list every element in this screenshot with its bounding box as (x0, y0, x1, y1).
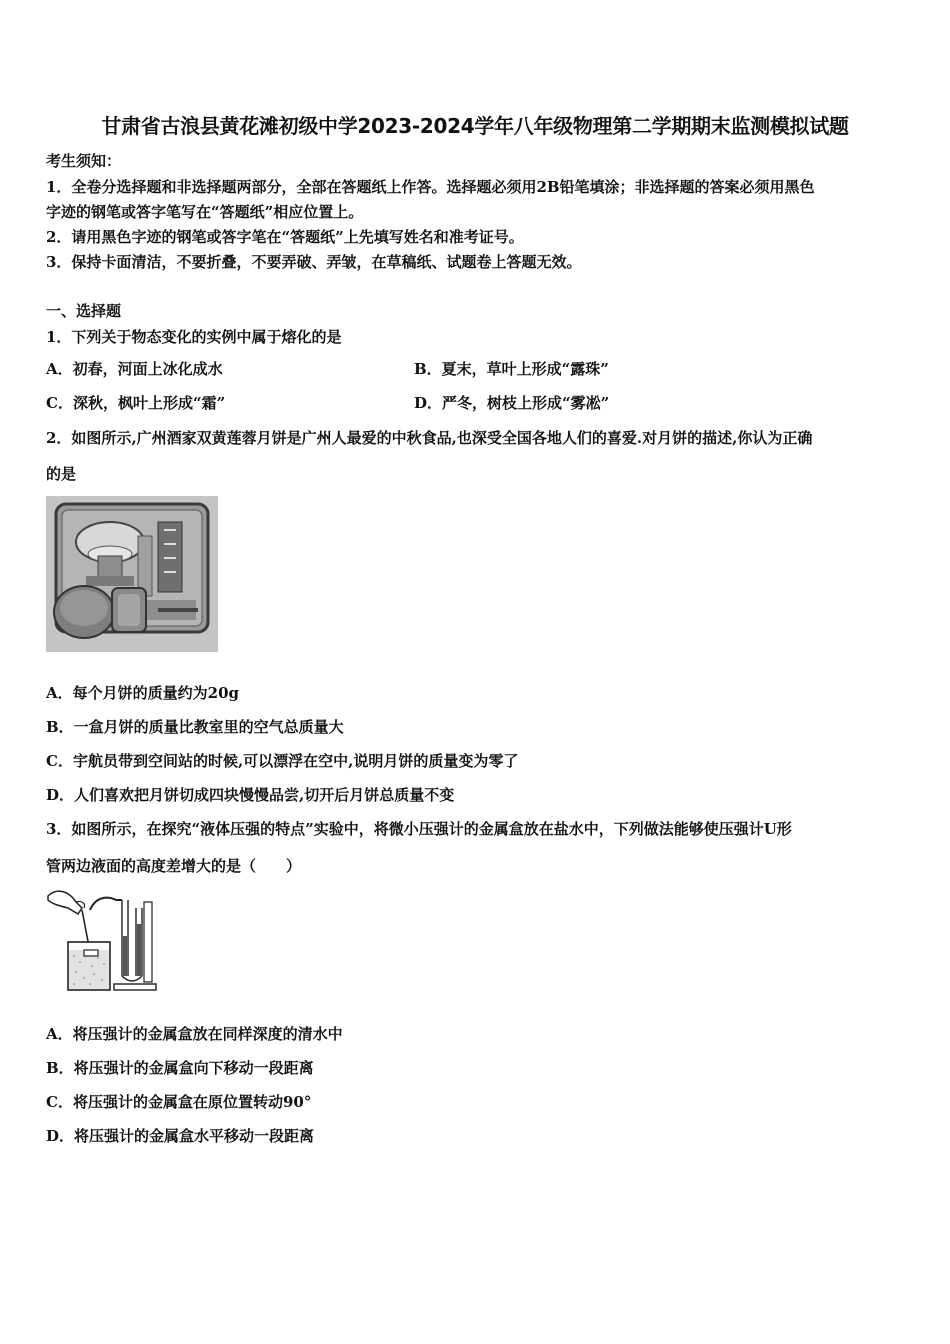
notice-heading: 考生须知： (46, 152, 122, 170)
q2-option-a: A．每个月饼的质量约为20g (46, 684, 240, 702)
exam-title: 甘肃省古浪县黄花滩初级中学2023-2024学年八年级物理第二学期期末监测模拟试题 (101, 114, 849, 138)
notice-item-2: 2．请用黑色字迹的钢笔或答字笔在“答题纸”上先填写姓名和准考证号。 (46, 228, 524, 246)
notice-item-3: 3．保持卡面清洁，不要折叠，不要弄破、弄皱，在草稿纸、试题卷上答题无效。 (46, 253, 582, 271)
q2-option-c: C．宇航员带到空间站的时候,可以漂浮在空中,说明月饼的质量变为零了 (46, 752, 519, 770)
pressure-gauge-diagram (46, 886, 158, 994)
q2-stem-line-1: 2．如图所示,广州酒家双黄莲蓉月饼是广州人最爱的中秋食品,也深受全国各地人们的喜爱.对月饼的描述,你认为正确 (46, 429, 813, 447)
q1-option-d: D．严冬，树枝上形成“雾凇” (414, 394, 610, 412)
mooncake-box-image (46, 496, 218, 652)
notice-item-1-line-1: 1．全卷分选择题和非选择题两部分，全部在答题纸上作答。选择题必须用2B铅笔填涂；非选择题的答案必须用黑色 (46, 178, 815, 196)
q3-option-a: A．将压强计的金属盒放在同样深度的清水中 (46, 1025, 343, 1043)
q3-stem-line-1: 3．如图所示，在探究“液体压强的特点”实验中，将微小压强计的金属盒放在盐水中，下列做法能够使压强计U形 (46, 820, 792, 838)
q3-stem-line-2: 管两边液面的高度差增大的是（ ） (46, 857, 302, 875)
section-heading: 一、选择题 (46, 302, 122, 320)
q3-option-b: B．将压强计的金属盒向下移动一段距离 (46, 1059, 314, 1077)
q1-option-c: C．深秋，枫叶上形成“霜” (46, 394, 226, 412)
q1-stem: 1．下列关于物态变化的实例中属于熔化的是 (46, 328, 342, 346)
q3-option-d: D．将压强计的金属盒水平移动一段距离 (46, 1127, 315, 1145)
notice-item-1-line-2: 字迹的钢笔或答字笔写在“答题纸”相应位置上。 (46, 203, 364, 221)
q2-stem-line-2: 的是 (46, 465, 77, 483)
q1-option-a: A．初春，河面上冰化成水 (46, 360, 223, 378)
q2-option-b: B．一盒月饼的质量比教室里的空气总质量大 (46, 718, 344, 736)
q3-option-c: C．将压强计的金属盒在原位置转动90° (46, 1093, 312, 1111)
q1-option-b: B．夏末，草叶上形成“露珠” (414, 360, 609, 378)
q2-option-d: D．人们喜欢把月饼切成四块慢慢品尝,切开后月饼总质量不变 (46, 786, 455, 804)
